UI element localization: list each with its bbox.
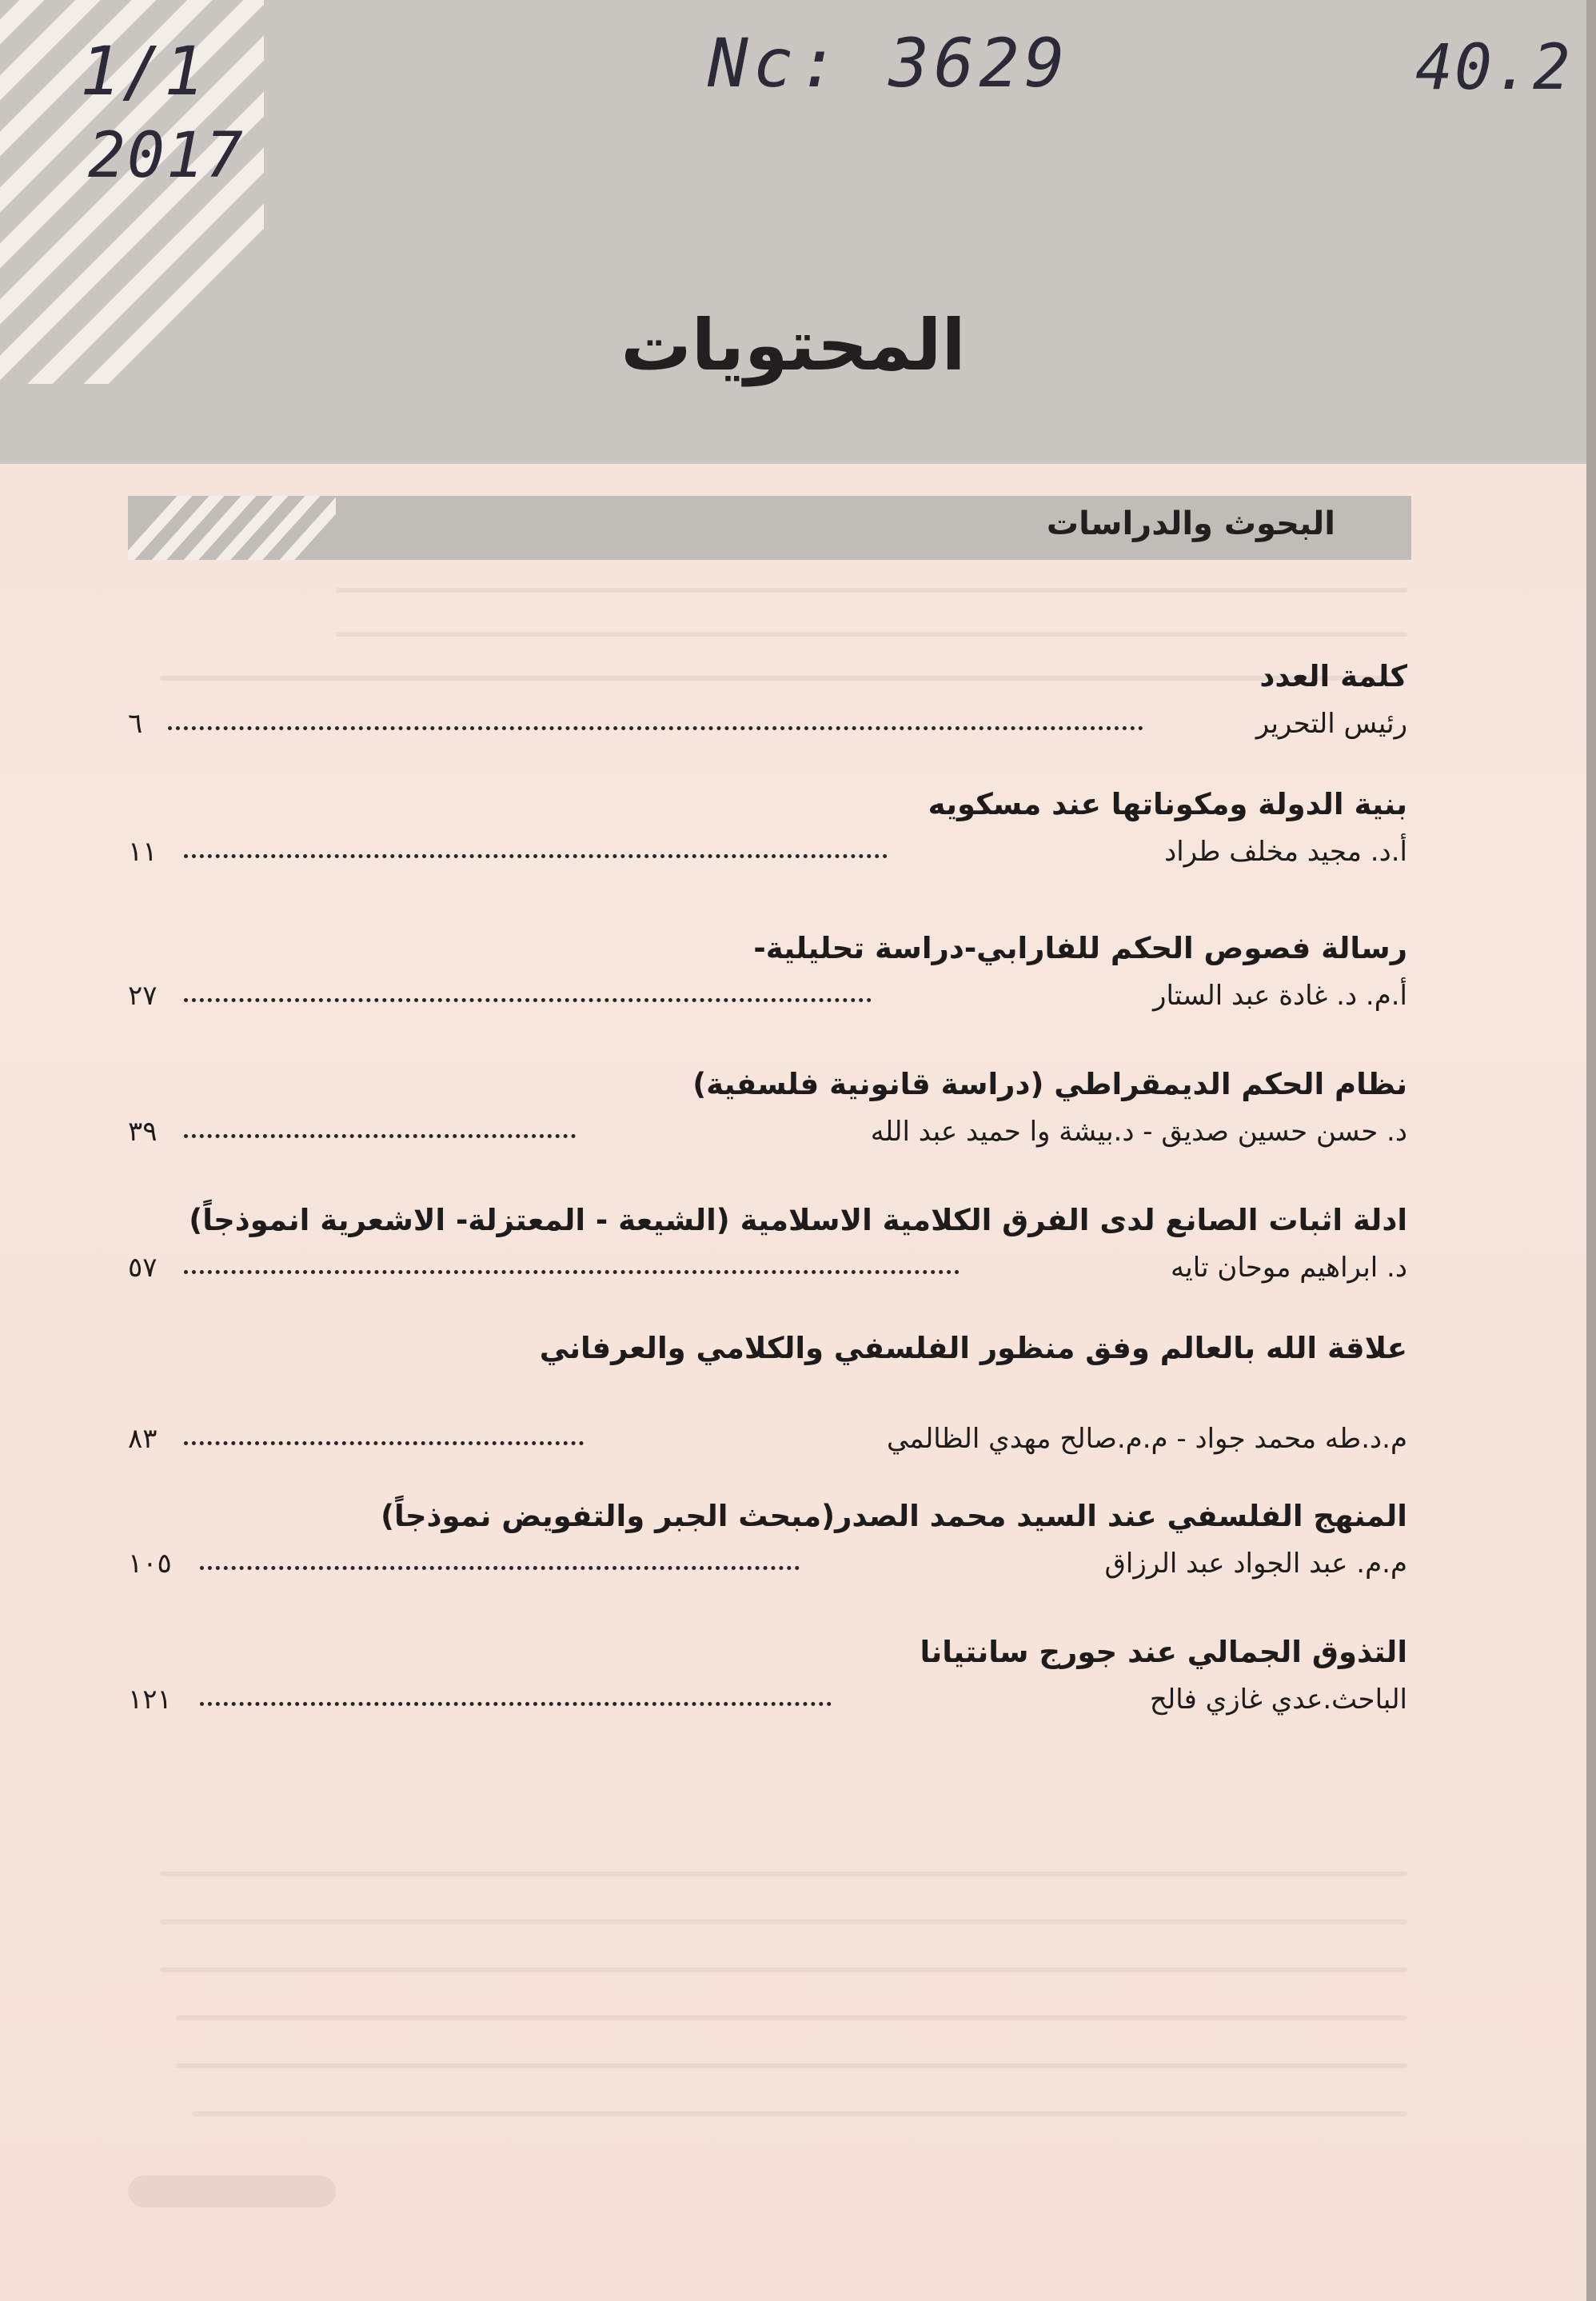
toc-entry [128, 1064, 1407, 1153]
bleed-through-line [160, 1872, 1407, 1876]
toc-entry-title: نظام الحكم الديمقراطي (دراسة قانونية فلسفية) [692, 1067, 1407, 1101]
leader-dots [184, 1441, 584, 1445]
footer-smudge [128, 2175, 336, 2207]
toc-entry-page: ٥٧ [128, 1252, 158, 1284]
bleed-through-line [192, 2111, 1407, 2116]
toc-entry [128, 656, 1407, 745]
leader-dots [184, 998, 872, 1002]
toc-entry-page: ٦ [128, 708, 143, 740]
bleed-through-line [336, 588, 1407, 593]
toc-entry-title: المنهج الفلسفي عند السيد محمد الصدر(مبحث الجبر والتفويض نموذجاً) [381, 1499, 1407, 1533]
toc-entry [128, 1328, 1407, 1460]
toc-entry-author: م.م. عبد الجواد عبد الرزاق [1104, 1548, 1407, 1580]
toc-entry [128, 928, 1407, 1017]
bleed-through-line [160, 1967, 1407, 1972]
toc-entry-page: ٨٣ [128, 1423, 158, 1455]
toc-entry-page: ١٢١ [128, 1684, 172, 1716]
section-stripes-decoration [128, 496, 336, 560]
section-title: البحوث والدراسات [1046, 505, 1335, 542]
leader-dots [200, 1702, 832, 1706]
page-edge [1586, 0, 1596, 2301]
section-header-bar [128, 496, 1411, 560]
toc-entry-title: كلمة العدد [1259, 659, 1407, 693]
toc-entry-page: ٢٧ [128, 980, 158, 1012]
leader-dots [168, 726, 1143, 730]
bleed-through-line [176, 2015, 1407, 2020]
toc-entry-page: ١١ [128, 836, 158, 868]
toc-entry-author: د. ابراهيم موحان تايه [1171, 1252, 1407, 1284]
toc-entry-title: بنية الدولة ومكوناتها عند مسكويه [928, 787, 1407, 821]
leader-dots [184, 854, 888, 858]
toc-entry-title: رسالة فصوص الحكم للفارابي-دراسة تحليلية- [753, 931, 1407, 965]
leader-dots [200, 1566, 800, 1570]
handwritten-mark-top-right: 40.2 [1415, 32, 1572, 104]
toc-entry-page: ١٠٥ [128, 1548, 172, 1580]
toc-entry [128, 784, 1407, 873]
header-band [0, 0, 1586, 464]
toc-entry [128, 1632, 1407, 1721]
toc-entry-author: م.د.طه محمد جواد - م.م.صالح مهدي الظالمي [886, 1423, 1407, 1455]
toc-entry-title: التذوق الجمالي عند جورج سانتيانا [920, 1635, 1407, 1669]
bleed-through-line [176, 2063, 1407, 2068]
bleed-through-line [336, 632, 1407, 637]
bleed-through-line [160, 1919, 1407, 1924]
leader-dots [184, 1134, 576, 1138]
toc-entry-author: الباحث.عدي غازي فالح [1149, 1684, 1407, 1716]
toc-entry-author: د. حسن حسين صديق - د.بيشة وا حميد عبد الله [870, 1116, 1407, 1148]
toc-entry-author: أ.د. مجيد مخلف طراد [1164, 836, 1407, 868]
toc-entry-title: علاقة الله بالعالم وفق منظور الفلسفي والكلامي والعرفاني [539, 1331, 1407, 1365]
page-title: المحتويات [620, 304, 966, 386]
handwritten-mark-top-left: 1/1 [80, 32, 206, 110]
toc-entry-author: رئيس التحرير [1255, 708, 1407, 740]
handwritten-year: 2017 [88, 120, 245, 192]
toc-entry [128, 1496, 1407, 1585]
toc-entry [128, 1200, 1407, 1289]
toc-entry-page: ٣٩ [128, 1116, 158, 1148]
leader-dots [184, 1270, 960, 1274]
handwritten-accession-number: Nc: 3629 [708, 24, 1070, 102]
toc-entry-title: ادلة اثبات الصانع لدى الفرق الكلامية الاسلامية (الشيعة - المعتزلة- الاشعرية انموذجاً) [189, 1203, 1407, 1237]
toc-entry-author: أ.م. د. غادة عبد الستار [1153, 980, 1407, 1012]
